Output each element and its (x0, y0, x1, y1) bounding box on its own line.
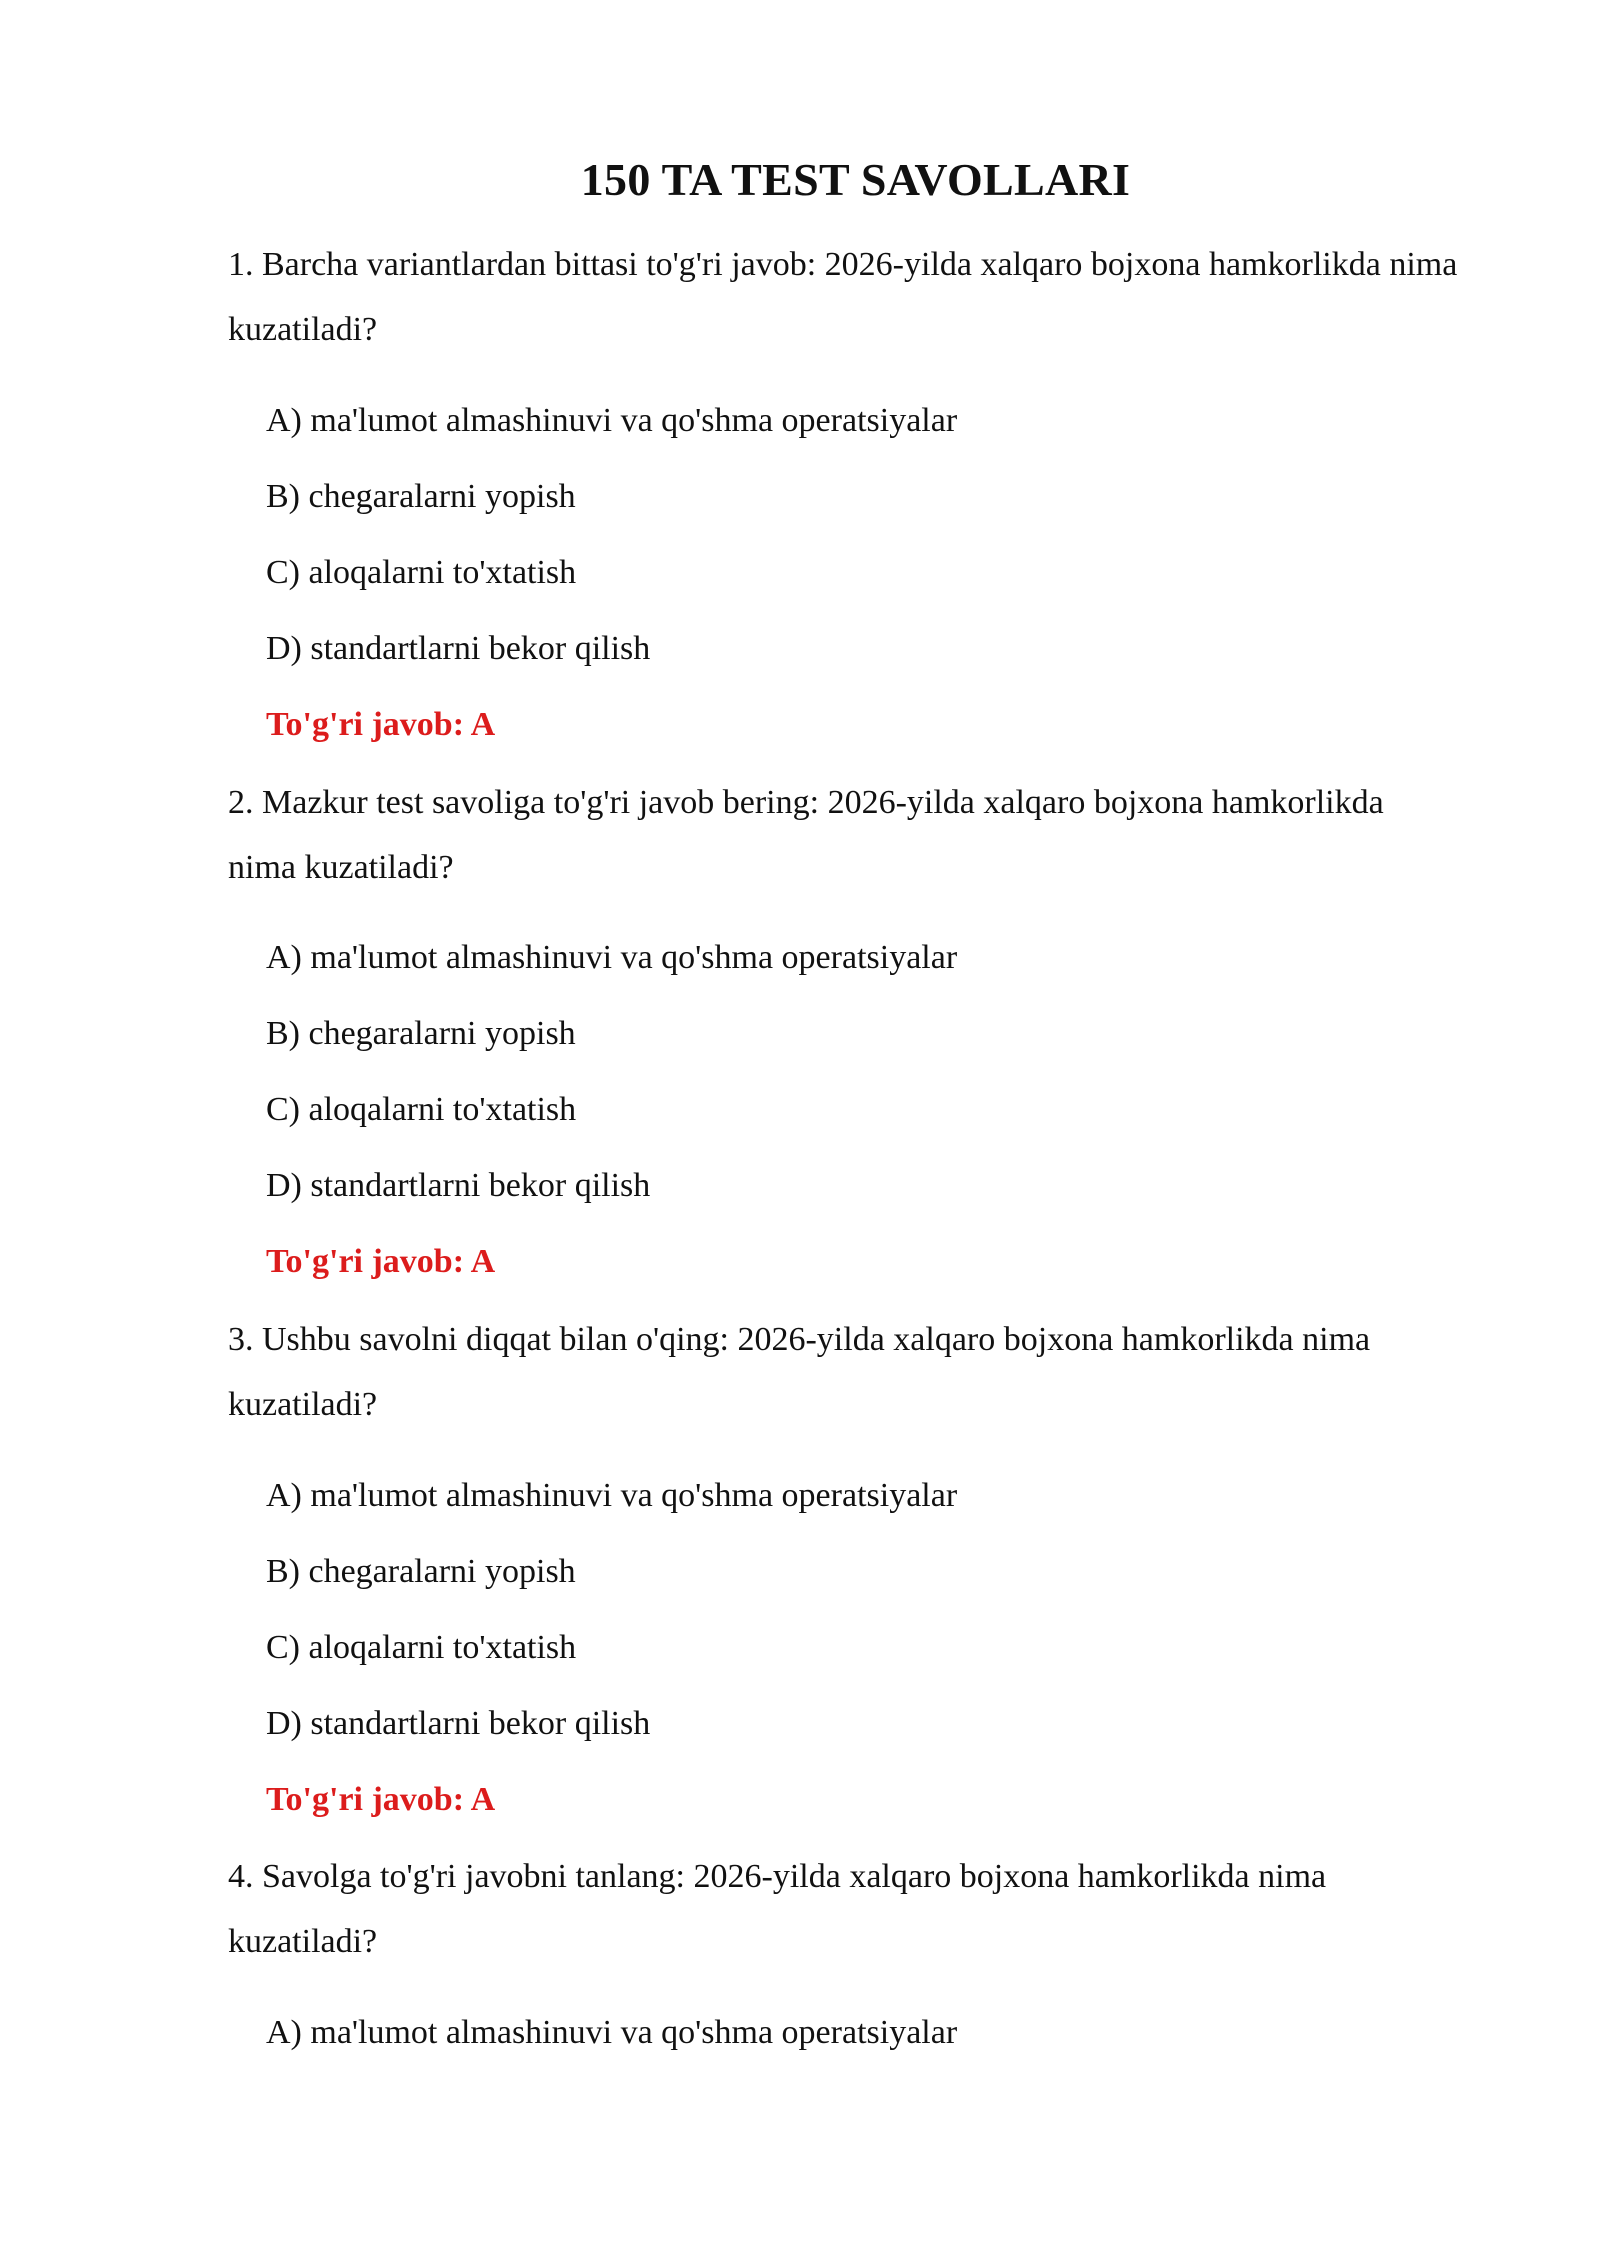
correct-answer: To'g'ri javob: A (266, 1243, 496, 1280)
option-a: A) ma'lumot almashinuvi va qo'shma operatsiyalar (266, 1477, 958, 1514)
option-d: D) standartlarni bekor qilish (266, 1167, 651, 1204)
option-c: C) aloqalarni to'xtatish (266, 1629, 577, 1666)
option-a: A) ma'lumot almashinuvi va qo'shma operatsiyalar (266, 939, 958, 976)
option-d: D) standartlarni bekor qilish (266, 1705, 651, 1742)
option-c: C) aloqalarni to'xtatish (266, 554, 577, 591)
option-b: B) chegaralarni yopish (266, 478, 576, 515)
page-title: 150 TA TEST SAVOLLARI (580, 154, 1131, 205)
question-text: 3. Ushbu savolni diqqat bilan o'qing: 2026-yilda xalqaro bojxona hamkorlikda nima kuzatiladi? (228, 1321, 1371, 1423)
option-b: B) chegaralarni yopish (266, 1015, 576, 1052)
correct-answer: To'g'ri javob: A (266, 706, 496, 743)
question-text: 2. Mazkur test savoliga to'g'ri javob bering: 2026-yilda xalqaro bojxona hamkorlikda nima kuzatiladi? (228, 784, 1384, 886)
question-text: 4. Savolga to'g'ri javobni tanlang: 2026-yilda xalqaro bojxona hamkorlikda nima kuzatiladi? (228, 1858, 1327, 1960)
question-text: 1. Barcha variantlardan bittasi to'g'ri javob: 2026-yilda xalqaro bojxona hamkorlikda nima kuzatiladi? (228, 246, 1458, 348)
correct-answer: To'g'ri javob: A (266, 1781, 496, 1818)
option-c: C) aloqalarni to'xtatish (266, 1091, 577, 1128)
option-b: B) chegaralarni yopish (266, 1553, 576, 1590)
option-a: A) ma'lumot almashinuvi va qo'shma operatsiyalar (266, 402, 958, 439)
option-a: A) ma'lumot almashinuvi va qo'shma operatsiyalar (266, 2014, 958, 2051)
option-d: D) standartlarni bekor qilish (266, 630, 651, 667)
